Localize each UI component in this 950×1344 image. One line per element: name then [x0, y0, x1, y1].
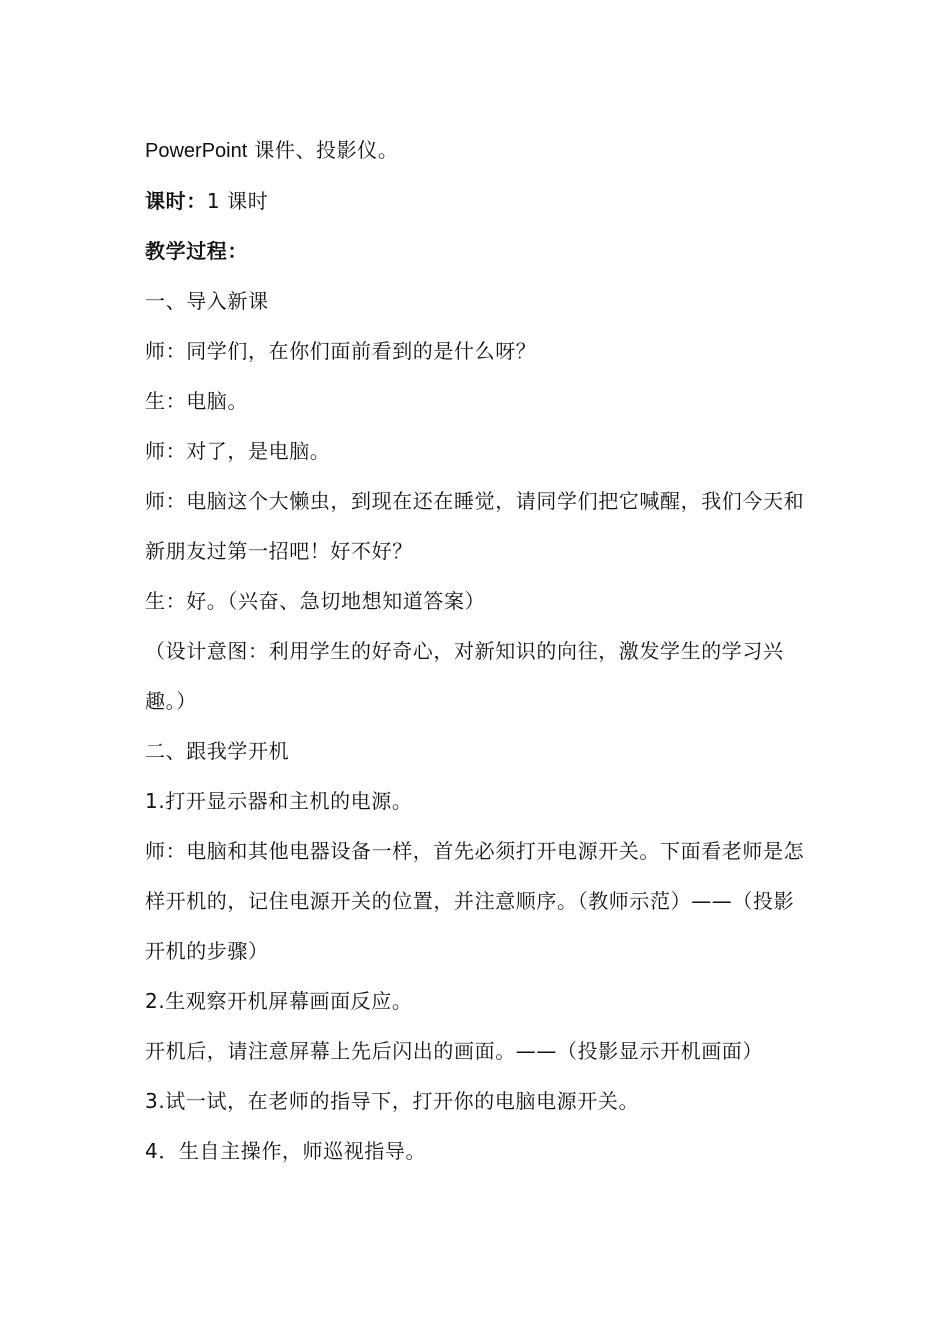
document-body [145, 125, 807, 1176]
dialogue-line: 生：好。（兴奋、急切地想知道答案） [145, 589, 486, 613]
step-item: 2.生观察开机屏幕画面反应。 [145, 989, 413, 1013]
paragraph: 开机后，请注意屏幕上先后闪出的画面。——（投影显示开机画面） [145, 1039, 763, 1063]
step-item: 4．生自主操作，师巡视指导。 [145, 1139, 427, 1163]
section-two-heading: 二、跟我学开机 [145, 739, 290, 763]
dialogue-line: 生：电脑。 [145, 389, 248, 413]
dialogue-line: 师：电脑这个大懒虫，到现在还在睡觉，请同学们把它喊醒，我们今天和新朋友过第一招吧！好不好？ [145, 489, 805, 563]
dialogue-line: 师：同学们，在你们面前看到的是什么呀？ [145, 339, 537, 363]
class-hours-label: 课时： [145, 189, 207, 213]
powerpoint-text: PowerPoint [145, 140, 248, 162]
step-item: 3.试一试，在老师的指导下，打开你的电脑电源开关。 [145, 1089, 640, 1113]
materials-line [145, 125, 807, 176]
dialogue-line: 师：电脑和其他电器设备一样，首先必须打开电源开关。下面看老师是怎样开机的，记住电源开关的位置，并注意顺序。（教师示范）——（投影开机的步骤） [145, 839, 805, 963]
materials-text: 课件、投影仪。 [247, 138, 399, 162]
design-intent-note: （设计意图：利用学生的好奇心，对新知识的向往，激发学生的学习兴趣。） [145, 639, 784, 713]
class-hours-value: 1 课时 [206, 189, 269, 213]
class-hours-line [145, 176, 807, 226]
step-item: 1.打开显示器和主机的电源。 [145, 789, 413, 813]
dialogue-line: 师：对了，是电脑。 [145, 439, 331, 463]
teaching-process-heading: 教学过程： [145, 239, 248, 263]
section-one-heading: 一、导入新课 [145, 289, 269, 313]
